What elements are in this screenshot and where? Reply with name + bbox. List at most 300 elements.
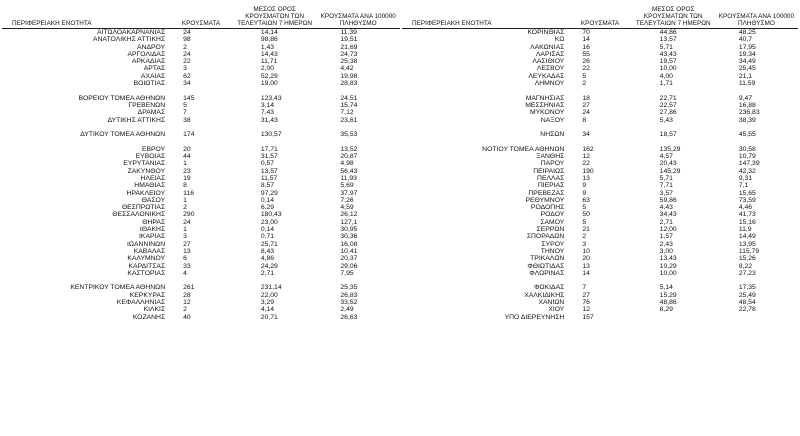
per100k-value: 42,32 [738, 167, 756, 175]
avg7-value: 8,29 [659, 306, 673, 314]
cases-value: 44 [183, 153, 191, 161]
region-name: ΦΛΩΡΙΝΑΣ [529, 269, 565, 277]
per100k-value: 115,79 [738, 247, 760, 255]
table-row [402, 58, 798, 65]
cases-value [568, 124, 631, 131]
avg7-value [632, 138, 715, 145]
table-row [402, 73, 798, 80]
cases-value: 22 [582, 65, 590, 73]
table-row [402, 146, 798, 153]
avg7-value: 13,43 [659, 255, 677, 263]
table-row [2, 233, 400, 240]
avg7-value: 1,71 [659, 80, 673, 88]
per100k-value: 9,31 [738, 174, 753, 182]
avg7-value [233, 277, 317, 284]
region-name: ΣΕΡΡΩΝ [536, 226, 565, 234]
region-name: ΠΡΕΒΕΖΑΣ [528, 189, 565, 197]
cases-value: 10 [582, 247, 590, 255]
avg7-value: 22,71 [659, 94, 677, 102]
region-name: ΤΗΝΟΥ [540, 247, 565, 255]
avg7-value: 2,43 [659, 240, 673, 248]
table-row [2, 292, 400, 299]
table-row [402, 80, 798, 87]
region-name [2, 124, 169, 131]
avg7-value: 97,29 [260, 189, 278, 197]
region-name: ΦΩΚΙΔΑΣ [534, 284, 565, 292]
per100k-value: 19,98 [340, 72, 358, 80]
region-name: ΜΕΣΣΗΝΙΑΣ [525, 101, 565, 109]
table-row [402, 175, 798, 182]
table-row [2, 299, 400, 306]
table-row [2, 190, 400, 197]
per100k-value: 4,59 [340, 204, 354, 212]
avg7-value [632, 124, 715, 131]
cases-value: 26 [582, 58, 590, 66]
avg7-value: 19,00 [260, 80, 278, 88]
region-name: ΝΟΤΙΟΥ ΤΟΜΕΑ ΑΘΗΝΩΝ [482, 145, 565, 153]
cases-value: 40 [183, 313, 191, 321]
avg7-value: 0,14 [260, 196, 275, 204]
cases-value: 76 [582, 298, 590, 306]
per100k-value: 9,47 [738, 94, 753, 102]
per100k-value: 48,25 [738, 29, 756, 36]
table-row [2, 131, 400, 138]
left-table-block [2, 6, 400, 321]
per100k-value: 11,9 [738, 226, 752, 234]
per100k-value [715, 277, 798, 284]
region-name: ΑΡΚΑΔΙΑΣ [131, 58, 166, 66]
region-name: ΔΥΤΙΚΗΣ ΑΤΤΙΚΗΣ [107, 116, 166, 124]
avg7-value: 25,71 [260, 240, 278, 248]
cases-value: 12 [582, 153, 590, 161]
table-row [2, 153, 400, 160]
avg7-value: 27,86 [659, 109, 677, 117]
per100k-value: 20,37 [340, 255, 358, 263]
table-row [402, 102, 798, 109]
table-row [2, 211, 400, 218]
per100k-value: 48,54 [738, 298, 756, 306]
region-name: ΑΧΑΪΑΣ [140, 72, 166, 80]
table-row [2, 102, 400, 109]
avg7-value: 135,29 [659, 145, 681, 153]
cases-value: 116 [183, 189, 194, 197]
per100k-value [715, 314, 798, 321]
region-name: ΕΥΡΥΤΑΝΙΑΣ [123, 160, 166, 168]
cases-value: 63 [582, 196, 590, 204]
cases-value: 190 [582, 167, 594, 175]
per100k-value: 26,12 [340, 211, 358, 219]
cases-value: 3 [183, 233, 187, 241]
region-name: ΔΡΑΜΑΣ [137, 109, 166, 117]
per100k-value: 20,87 [340, 153, 358, 161]
cases-value: 290 [183, 211, 195, 219]
cases-value: 9 [582, 189, 587, 197]
avg7-value: 231,14 [260, 284, 282, 292]
avg7-value: 12,00 [659, 226, 677, 234]
avg7-value: 10,00 [659, 65, 677, 73]
cases-value: 20 [582, 255, 590, 263]
region-name: ΚΕΡΚΥΡΑΣ [129, 291, 166, 299]
region-name: ΝΑΞΟΥ [540, 116, 565, 124]
right-cases-table [402, 6, 798, 321]
region-name: ΛΕΥΚΑΔΑΣ [528, 72, 565, 80]
region-name: ΓΡΕΒΕΝΩΝ [128, 101, 166, 109]
per100k-value: 7,1 [738, 182, 749, 190]
region-name [402, 124, 568, 131]
table-row [402, 131, 798, 138]
avg7-value: 2,00 [260, 65, 275, 73]
cases-value: 13 [582, 174, 590, 182]
table-row [2, 270, 400, 277]
cases-value: 28 [183, 291, 191, 299]
region-name: ΖΑΚΥΝΘΟΥ [127, 167, 166, 175]
per100k-value: 13,95 [738, 240, 756, 248]
avg7-value [233, 138, 317, 145]
avg7-value: 130,57 [260, 131, 282, 139]
region-name [402, 138, 568, 145]
per100k-value: 15,26 [738, 255, 756, 263]
avg7-value: 43,43 [659, 50, 677, 58]
table-row [402, 197, 798, 204]
cases-value: 7 [183, 109, 187, 117]
avg7-value: 4,14 [260, 306, 275, 314]
per100k-value: 22,78 [738, 306, 756, 314]
region-name: ΜΑΓΝΗΣΙΑΣ [525, 94, 565, 102]
table-row [2, 255, 400, 262]
per100k-value: 38,39 [738, 116, 756, 124]
per100k-value: 21,1 [738, 72, 753, 80]
per100k-value: 13,52 [340, 145, 358, 153]
avg7-value: 20,43 [659, 160, 677, 168]
cases-value: 13 [183, 247, 191, 255]
per100k-value: 23,61 [340, 116, 358, 124]
region-name: ΘΗΡΑΣ [142, 218, 166, 226]
table-row [402, 95, 798, 102]
region-name: ΘΕΣΠΡΩΤΙΑΣ [121, 204, 166, 212]
cases-value [169, 277, 233, 284]
cases-value [568, 138, 631, 145]
cases-value: 1 [183, 226, 187, 234]
table-row [402, 219, 798, 226]
table-row [2, 314, 400, 321]
cases-value: 50 [582, 211, 590, 219]
per100k-value: 40,7 [738, 36, 753, 44]
region-name: ΑΝΔΡΟΥ [137, 43, 166, 51]
region-name [2, 277, 169, 284]
table-row [2, 241, 400, 248]
per100k-value: 4,46 [738, 204, 753, 212]
avg7-value: 3,29 [260, 298, 275, 306]
table-row [402, 117, 798, 124]
per100k-value: 19,34 [738, 50, 756, 58]
table-row [2, 277, 400, 284]
per100k-value: 7,26 [340, 196, 354, 204]
per100k-value: 127,1 [340, 218, 358, 226]
region-name: ΠΕΛΛΑΣ [537, 174, 565, 182]
avg7-value: 11,71 [260, 58, 278, 66]
per100k-value: 7,12 [340, 109, 354, 117]
cases-value: 21 [582, 226, 590, 234]
avg7-value: 145,29 [659, 167, 681, 175]
region-name [402, 87, 568, 94]
cases-value [568, 87, 631, 94]
right-header-row [402, 6, 798, 29]
table-row [402, 65, 798, 72]
per100k-value: 15,65 [738, 189, 756, 197]
cases-value: 7 [582, 284, 587, 292]
region-name: ΕΥΒΟΙΑΣ [135, 153, 166, 161]
cases-value: 4 [183, 269, 187, 277]
table-row [402, 292, 798, 299]
per100k-value: 236,83 [738, 109, 760, 117]
region-name: ΛΑΡΙΣΑΣ [535, 50, 565, 58]
region-name: ΚΟΡΙΝΘΙΑΣ [527, 29, 565, 36]
avg7-value: 4,86 [260, 255, 275, 263]
avg7-value: 52,29 [260, 72, 278, 80]
cases-value: 162 [582, 145, 594, 153]
per100k-value: 2,49 [340, 306, 354, 314]
cases-value: 27 [183, 240, 191, 248]
cases-value: 1 [183, 196, 187, 204]
cases-value: 5 [582, 72, 587, 80]
region-name: ΚΑΣΤΟΡΙΑΣ [127, 269, 166, 277]
table-row [2, 109, 400, 116]
table-row [2, 87, 400, 94]
per100k-value: 56,43 [340, 167, 358, 175]
left-header-row [2, 6, 400, 29]
region-name: ΑΡΤΑΣ [143, 65, 166, 73]
region-name: ΤΡΙΚΑΛΩΝ [530, 255, 565, 263]
table-row [402, 233, 798, 240]
per100k-value: 24,51 [340, 94, 358, 102]
per100k-value: 14,49 [738, 233, 756, 241]
region-name: ΛΑΣΙΘΙΟΥ [532, 58, 565, 66]
avg7-value: 22,57 [659, 101, 677, 109]
per100k-value: 45,55 [738, 131, 756, 139]
region-name: ΘΑΣΟΥ [141, 196, 166, 204]
table-row [2, 219, 400, 226]
avg7-value: 59,86 [659, 196, 677, 204]
cases-value: 62 [183, 72, 191, 80]
region-name: ΗΛΕΙΑΣ [140, 174, 166, 182]
per100k-value: 30,36 [340, 233, 358, 241]
avg7-value: 48,86 [659, 298, 677, 306]
table-row [402, 160, 798, 167]
per100k-value [715, 124, 798, 131]
avg7-value: 8,57 [260, 182, 275, 190]
avg7-value: 31,57 [260, 153, 278, 161]
per100k-value [316, 138, 400, 145]
avg7-value: 23,00 [260, 218, 278, 226]
avg7-value: 14,14 [260, 29, 278, 36]
header-per100k: ΚΡΟΥΣΜΑΤΑ ΑΝΑ 100000 ΠΛΗΘΥΣΜΟ [715, 6, 798, 29]
table-row [2, 197, 400, 204]
cases-value: 38 [183, 116, 191, 124]
cases-value: 6 [183, 255, 187, 263]
table-row [402, 299, 798, 306]
region-name: ΑΙΤΩΛΟΑΚΑΡΝΑΝΙΑΣ [96, 29, 166, 36]
per100k-value: 29,06 [340, 262, 358, 270]
region-name: ΞΑΝΘΗΣ [536, 153, 565, 161]
table-row [2, 306, 400, 313]
table-row [2, 29, 400, 37]
per100k-value: 25,45 [738, 65, 756, 73]
avg7-value [632, 277, 715, 284]
cases-value: 24 [582, 109, 590, 117]
cases-value: 22 [582, 160, 590, 168]
per100k-value: 4,42 [340, 65, 354, 73]
table-row [2, 80, 400, 87]
avg7-value: 3,00 [659, 247, 673, 255]
avg7-value: 24,29 [260, 262, 278, 270]
table-row [402, 277, 798, 284]
table-row [402, 109, 798, 116]
per100k-value: 11,39 [340, 29, 357, 36]
avg7-value: 123,43 [260, 94, 282, 102]
region-name [2, 87, 169, 94]
header-region: ΠΕΡΙΦΕΡΕΙΑΚΗ ΕΝΟΤΗΤΑ [2, 6, 169, 29]
table-row [2, 204, 400, 211]
table-row [2, 138, 400, 145]
avg7-value: 4,57 [659, 153, 673, 161]
table-row [402, 255, 798, 262]
table-row [2, 95, 400, 102]
avg7-value: 7,71 [659, 182, 673, 190]
table-row [402, 226, 798, 233]
per100k-value: 147,39 [738, 160, 760, 168]
region-name: ΕΒΡΟΥ [141, 145, 166, 153]
per100k-value: 8,22 [738, 262, 753, 270]
header-avg7: ΜΕΣΟΣ ΟΡΟΣ ΚΡΟΥΣΜΑΤΩΝ ΤΩΝ ΤΕΛΕΥΤΑΙΩΝ 7 ΗΜΕΡΩΝ [632, 6, 715, 29]
per100k-value [316, 124, 400, 131]
region-name: ΙΚΑΡΙΑΣ [139, 233, 166, 241]
region-name: ΛΕΣΒΟΥ [536, 65, 565, 73]
cases-value: 2 [183, 204, 187, 212]
right-table-body [402, 29, 798, 321]
cases-value: 8 [183, 182, 187, 190]
table-row [2, 263, 400, 270]
cases-value: 174 [183, 131, 195, 139]
table-row [2, 160, 400, 167]
table-row [402, 314, 798, 321]
region-name: ΡΟΔΟΠΗΣ [530, 204, 565, 212]
avg7-value: 11,57 [260, 174, 278, 182]
cases-value [169, 87, 233, 94]
cases-value: 24 [183, 29, 191, 36]
region-name: ΝΗΣΩΝ [540, 131, 565, 139]
table-row [402, 51, 798, 58]
region-name: ΒΟΡΕΙΟΥ ΤΟΜΕΑ ΑΘΗΝΩΝ [78, 94, 166, 102]
region-name: ΑΡΓΟΛΙΔΑΣ [127, 50, 166, 58]
cases-value: 55 [582, 50, 590, 58]
region-name: ΚΑΡΔΙΤΣΑΣ [128, 262, 166, 270]
region-name: ΠΕΙΡΑΙΩΣ [533, 167, 565, 175]
per100k-value: 34,49 [738, 58, 756, 66]
cases-value: 22 [183, 58, 191, 66]
per100k-value: 16,08 [340, 240, 358, 248]
header-cases: ΚΡΟΥΣΜΑΤΑ [169, 6, 233, 29]
region-name [2, 138, 169, 145]
per100k-value: 27,23 [738, 269, 756, 277]
avg7-value: 17,71 [260, 145, 278, 153]
region-name: ΠΑΡΟΥ [540, 160, 565, 168]
per100k-value: 26,63 [340, 313, 358, 321]
cases-value: 2 [582, 80, 587, 88]
avg7-value: 8,43 [260, 247, 275, 255]
avg7-value: 19,57 [659, 58, 677, 66]
table-row [2, 58, 400, 65]
per100k-value: 16,88 [738, 101, 756, 109]
avg7-value [233, 87, 317, 94]
avg7-value [632, 314, 715, 321]
table-row [2, 175, 400, 182]
region-name: ΧΑΝΙΩΝ [538, 298, 565, 306]
per100k-value: 17,35 [738, 284, 756, 292]
avg7-value: 7,43 [260, 109, 275, 117]
cases-value: 1 [183, 160, 187, 168]
region-name: ΧΑΛΚΙΔΙΚΗΣ [524, 291, 565, 299]
cases-value: 2 [183, 306, 187, 314]
per100k-value [715, 138, 798, 145]
cases-value: 16 [582, 43, 590, 51]
region-name: ΣΑΜΟΥ [540, 218, 565, 226]
table-row [402, 138, 798, 145]
region-name: ΜΥΚΟΝΟΥ [529, 109, 565, 117]
header-cases: ΚΡΟΥΣΜΑΤΑ [568, 6, 631, 29]
cases-value: 34 [582, 131, 590, 139]
per100k-value: 11,59 [738, 80, 756, 88]
avg7-value: 98,86 [260, 36, 278, 44]
avg7-value: 5,71 [659, 174, 673, 182]
cases-value: 261 [183, 284, 195, 292]
per100k-value: 41,73 [738, 211, 756, 219]
avg7-value: 1,43 [260, 43, 275, 51]
per100k-value: 26,83 [340, 291, 358, 299]
per100k-value [316, 277, 400, 284]
table-row [2, 117, 400, 124]
avg7-value: 6,29 [260, 204, 275, 212]
cases-value: 3 [582, 240, 587, 248]
per100k-value: 15,16 [738, 218, 756, 226]
avg7-value: 5,71 [659, 43, 673, 51]
table-row [402, 241, 798, 248]
avg7-value: 31,43 [260, 116, 278, 124]
avg7-value: 10,29 [659, 262, 677, 270]
avg7-value: 5,43 [659, 116, 673, 124]
region-name [402, 277, 568, 284]
per100k-value: 11,93 [340, 174, 357, 182]
avg7-value: 2,71 [260, 269, 275, 277]
avg7-value: 44,86 [659, 29, 677, 36]
cases-value: 27 [582, 101, 590, 109]
table-row [2, 36, 400, 43]
table-row [402, 284, 798, 291]
per100k-value: 10,79 [738, 153, 756, 161]
avg7-value: 4,00 [659, 72, 673, 80]
per100k-value: 33,52 [340, 298, 358, 306]
region-name: ΚΕΦΑΛΛΗΝΙΑΣ [116, 298, 166, 306]
region-name: ΠΙΕΡΙΑΣ [537, 182, 565, 190]
region-name: ΔΥΤΙΚΟΥ ΤΟΜΕΑ ΑΘΗΝΩΝ [80, 131, 166, 139]
cases-value: 12 [582, 306, 590, 314]
cases-value: 24 [183, 50, 191, 58]
per100k-value [715, 87, 798, 94]
cases-value: 8 [582, 116, 587, 124]
per100k-value: 15,74 [340, 101, 358, 109]
header-region: ΠΕΡΙΦΕΡΕΙΑΚΗ ΕΝΟΤΗΤΑ [402, 6, 568, 29]
table-row [402, 248, 798, 255]
table-row [402, 211, 798, 218]
